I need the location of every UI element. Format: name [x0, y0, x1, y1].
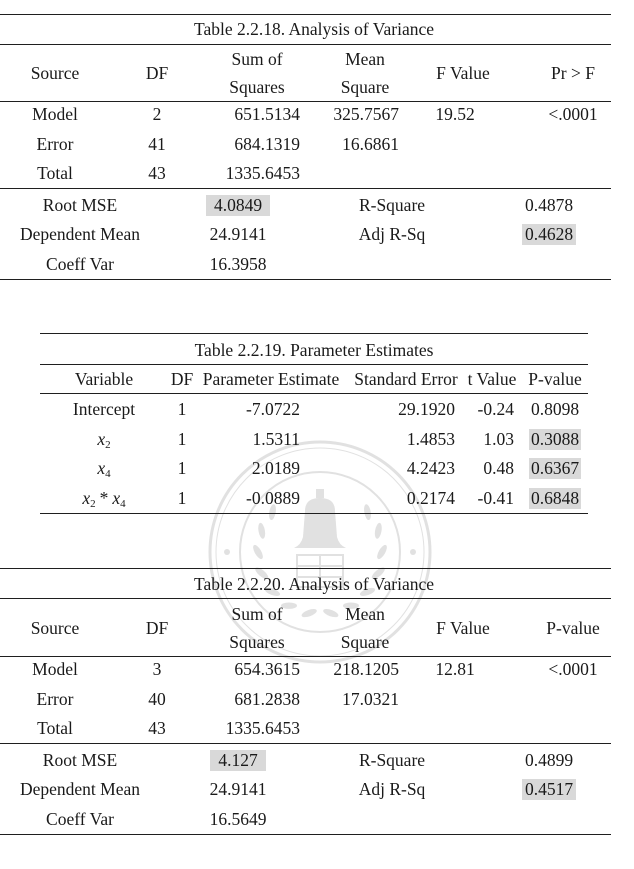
header-mean-square-line1: Mean — [345, 49, 385, 69]
dependent-mean-value: 24.9141 — [209, 779, 267, 799]
row-total-source: Total — [37, 163, 73, 183]
header-mean-square-line2: Square — [340, 77, 390, 97]
interaction-operator: * — [99, 488, 109, 508]
variable-symbol: x — [97, 429, 106, 449]
root-mse-label: Root MSE — [42, 195, 118, 215]
row-x4-df: 1 — [177, 458, 187, 478]
r-square-value: 0.4878 — [524, 195, 574, 215]
root-mse-label: Root MSE — [42, 750, 118, 770]
dependent-mean-value: 24.9141 — [209, 224, 267, 244]
coeff-var-value-cell — [188, 809, 288, 829]
header-t-value: t Value — [467, 369, 517, 389]
table-title: Table 2.2.20. Analysis of Variance — [194, 574, 434, 594]
row-total-ss: 1335.6453 — [225, 718, 300, 738]
title-rule — [0, 598, 611, 599]
row-x2-df: 1 — [177, 429, 187, 449]
variable-subscript: 2 — [90, 498, 96, 510]
dependent-mean-label: Dependent Mean — [19, 224, 141, 244]
table-top-rule — [40, 333, 588, 334]
row-x2-std-error: 1.4853 — [406, 429, 455, 449]
root-mse-value: 4.127 — [210, 750, 265, 771]
header-mean-square-line1: Mean — [345, 604, 385, 624]
fit-rule — [0, 743, 611, 744]
header-parameter-estimate: Parameter Estimate — [202, 369, 340, 389]
row-total-df: 43 — [148, 718, 166, 738]
table-top-rule — [0, 568, 611, 569]
row-x4-std-error: 4.2423 — [406, 458, 455, 478]
row-x4-p-value-cell — [505, 458, 605, 478]
header-p: Pr > F — [551, 63, 595, 83]
row-x4-variable — [54, 458, 154, 478]
row-error-ms: 17.0321 — [342, 689, 399, 709]
row-model-f-value: 12.81 — [435, 659, 475, 679]
row-total-ss: 1335.6453 — [225, 163, 300, 183]
row-intercept-p-value: 0.8098 — [530, 399, 580, 419]
row-intercept-variable: Intercept — [72, 399, 136, 419]
row-model-source: Model — [32, 104, 78, 124]
variable-symbol: x — [97, 458, 106, 478]
header-mean-square-line2: Square — [340, 632, 390, 652]
header-df: DF — [145, 618, 169, 638]
row-model-source: Model — [32, 659, 78, 679]
header-sum-of-squares-line2: Squares — [229, 77, 285, 97]
row-model-p: <.0001 — [548, 104, 598, 124]
dependent-mean-label: Dependent Mean — [19, 779, 141, 799]
header-source: Source — [30, 618, 80, 638]
row-error-df: 40 — [148, 689, 166, 709]
row-total-source: Total — [37, 718, 73, 738]
header-df: DF — [170, 369, 194, 389]
header-source: Source — [30, 63, 80, 83]
row-error-ss: 684.1319 — [234, 134, 300, 154]
row-interaction-df: 1 — [177, 488, 187, 508]
header-f-value: F Value — [436, 63, 490, 83]
table-title: Table 2.2.18. Analysis of Variance — [194, 19, 434, 39]
row-interaction-variable — [54, 488, 154, 508]
r-square-value-cell — [499, 750, 599, 770]
coeff-var-label: Coeff Var — [46, 254, 114, 274]
root-mse-value-cell — [188, 750, 288, 770]
row-x2-p-value: 0.3088 — [530, 429, 580, 449]
row-model-ms: 218.1205 — [333, 659, 399, 679]
row-error-df: 41 — [148, 134, 166, 154]
row-interaction-estimate: -0.0889 — [246, 488, 300, 508]
row-x4-estimate: 2.0189 — [251, 458, 300, 478]
r-square-label: R-Square — [358, 195, 426, 215]
row-interaction-std-error: 0.2174 — [406, 488, 455, 508]
header-p-value: P-value — [546, 618, 600, 638]
header-sum-of-squares-line1: Sum of — [231, 49, 283, 69]
adj-r-sq-value: 0.4517 — [522, 779, 576, 800]
row-model-ss: 651.5134 — [234, 104, 300, 124]
row-error-source: Error — [36, 689, 74, 709]
dependent-mean-value-cell — [188, 779, 288, 799]
header-df: DF — [145, 63, 169, 83]
row-x2-variable — [54, 429, 154, 449]
coeff-var-label: Coeff Var — [46, 809, 114, 829]
header-sum-of-squares-line1: Sum of — [231, 604, 283, 624]
row-model-ss: 654.3615 — [234, 659, 300, 679]
r-square-label: R-Square — [358, 750, 426, 770]
table-title: Table 2.2.19. Parameter Estimates — [194, 340, 434, 360]
header-f-value: F Value — [436, 618, 490, 638]
root-mse-value: 4.0849 — [206, 195, 270, 216]
variable-subscript: 2 — [105, 439, 111, 451]
anova-table-2-2-20 — [0, 554, 634, 854]
table-bottom-rule — [0, 834, 611, 835]
title-rule — [40, 364, 588, 365]
row-x2-estimate: 1.5311 — [252, 429, 300, 449]
row-x4-t-value: 0.48 — [483, 458, 514, 478]
coeff-var-value: 16.3958 — [209, 254, 267, 274]
row-model-ms: 325.7567 — [333, 104, 399, 124]
row-interaction-t-value: -0.41 — [477, 488, 514, 508]
row-error-ms: 16.6861 — [342, 134, 399, 154]
row-intercept-t-value: -0.24 — [477, 399, 514, 419]
header-p-value: P-value — [528, 369, 582, 389]
adj-r-sq-label: Adj R-Sq — [358, 779, 426, 799]
header-sum-of-squares-line2: Squares — [229, 632, 285, 652]
variable-subscript: 4 — [105, 468, 111, 480]
row-intercept-estimate: -7.0722 — [246, 399, 300, 419]
header-variable: Variable — [74, 369, 134, 389]
row-model-p-value: <.0001 — [548, 659, 598, 679]
row-model-f-value: 19.52 — [435, 104, 475, 124]
variable-symbol-2: x — [112, 488, 121, 508]
adj-r-sq-value-cell — [499, 779, 599, 799]
row-model-df: 3 — [152, 659, 162, 679]
adj-r-sq-label: Adj R-Sq — [358, 224, 426, 244]
row-x2-t-value: 1.03 — [483, 429, 514, 449]
row-x2-p-value-cell — [505, 429, 605, 449]
row-model-df: 2 — [152, 104, 162, 124]
row-intercept-df: 1 — [177, 399, 187, 419]
row-error-source: Error — [36, 134, 74, 154]
table-bottom-rule — [40, 513, 588, 514]
variable-symbol: x — [82, 488, 91, 508]
row-error-ss: 681.2838 — [234, 689, 300, 709]
row-intercept-std-error: 29.1920 — [398, 399, 455, 419]
row-intercept-p-value-cell — [505, 399, 605, 419]
header-standard-error: Standard Error — [354, 369, 458, 389]
row-x4-p-value: 0.6367 — [530, 458, 580, 478]
header-rule — [40, 393, 588, 394]
row-interaction-p-value-cell — [505, 488, 605, 508]
variable-subscript-2: 4 — [120, 498, 126, 510]
coeff-var-value: 16.5649 — [209, 809, 267, 829]
r-square-value: 0.4899 — [524, 750, 574, 770]
adj-r-sq-value: 0.4628 — [522, 224, 576, 245]
header-rule — [0, 656, 611, 657]
row-total-df: 43 — [148, 163, 166, 183]
row-interaction-p-value: 0.6848 — [530, 488, 580, 508]
